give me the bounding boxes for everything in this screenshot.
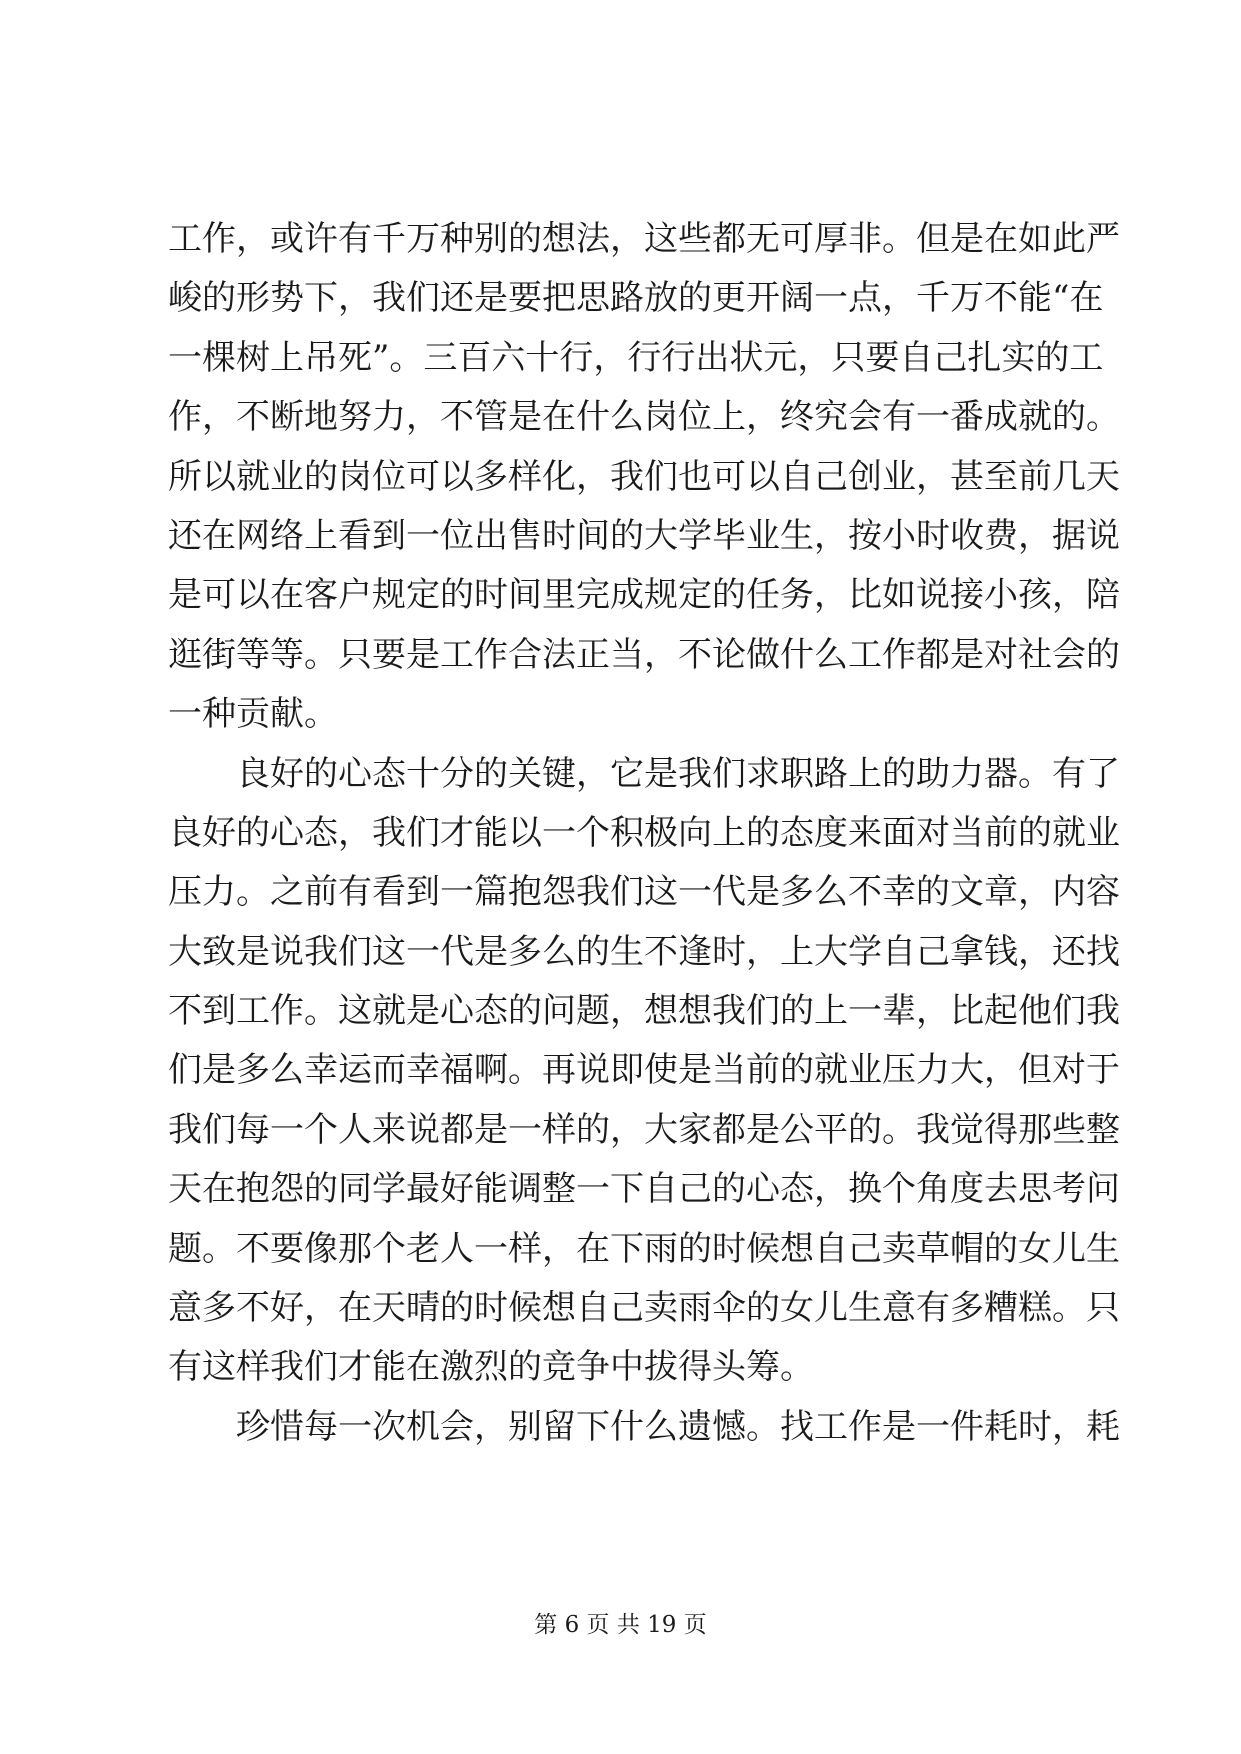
text-line: 有这样我们才能在激烈的竞争中拔得头筹。 [168, 1347, 814, 1388]
text-line: 逛街等等。只要是工作合法正当，不论做什么工作都是对社会的 [168, 634, 1120, 675]
text-line: 题。不要像那个老人一样，在下雨的时候想自己卖草帽的女儿生 [168, 1228, 1120, 1269]
text-line: 们是多么幸运而幸福啊。再说即使是当前的就业压力大，但对于 [168, 1050, 1120, 1091]
text-line: 作，不断地努力，不管是在什么岗位上，终究会有一番成就的。 [168, 397, 1120, 438]
text-line: 峻的形势下，我们还是要把思路放的更开阔一点，千万不能“在 [168, 278, 1104, 319]
text-line: 一种贡献。 [168, 694, 338, 735]
text-line: 良好的心态十分的关键，它是我们求职路上的助力器。有了 [236, 753, 1120, 794]
text-line: 还在网络上看到一位出售时间的大学毕业生，按小时收费，据说 [168, 515, 1120, 556]
text-line: 天在抱怨的同学最好能调整一下自己的心态，换个角度去思考问 [168, 1169, 1120, 1210]
text-line: 工作，或许有千万种别的想法，这些都无可厚非。但是在如此严 [168, 219, 1120, 259]
text-line: 一棵树上吊死”。三百六十行，行行出状元，只要自己扎实的工 [168, 337, 1104, 378]
text-line: 是可以在客户规定的时间里完成规定的任务，比如说接小孩，陪 [168, 575, 1120, 616]
text-line: 所以就业的岗位可以多样化，我们也可以自己创业，甚至前几天 [168, 456, 1120, 497]
text-line: 意多不好，在天晴的时候想自己卖雨伞的女儿生意有多糟糕。只 [168, 1288, 1120, 1329]
text-line: 压力。之前有看到一篇抱怨我们这一代是多么不幸的文章，内容 [168, 872, 1120, 913]
text-line: 良好的心态，我们才能以一个积极向上的态度来面对当前的就业 [168, 812, 1120, 853]
text-line: 不到工作。这就是心态的问题，想想我们的上一辈，比起他们我 [168, 991, 1120, 1032]
text-line: 我们每一个人来说都是一样的，大家都是公平的。我觉得那些整 [168, 1109, 1120, 1150]
body-text [168, 210, 1120, 1457]
text-line: 珍惜每一次机会，别留下什么遗憾。找工作是一件耗时，耗 [236, 1406, 1120, 1447]
page-footer: 第 6 页 共 19 页 [534, 1612, 707, 1638]
text-line: 大致是说我们这一代是多么的生不逢时，上大学自己拿钱，还找 [168, 931, 1120, 972]
